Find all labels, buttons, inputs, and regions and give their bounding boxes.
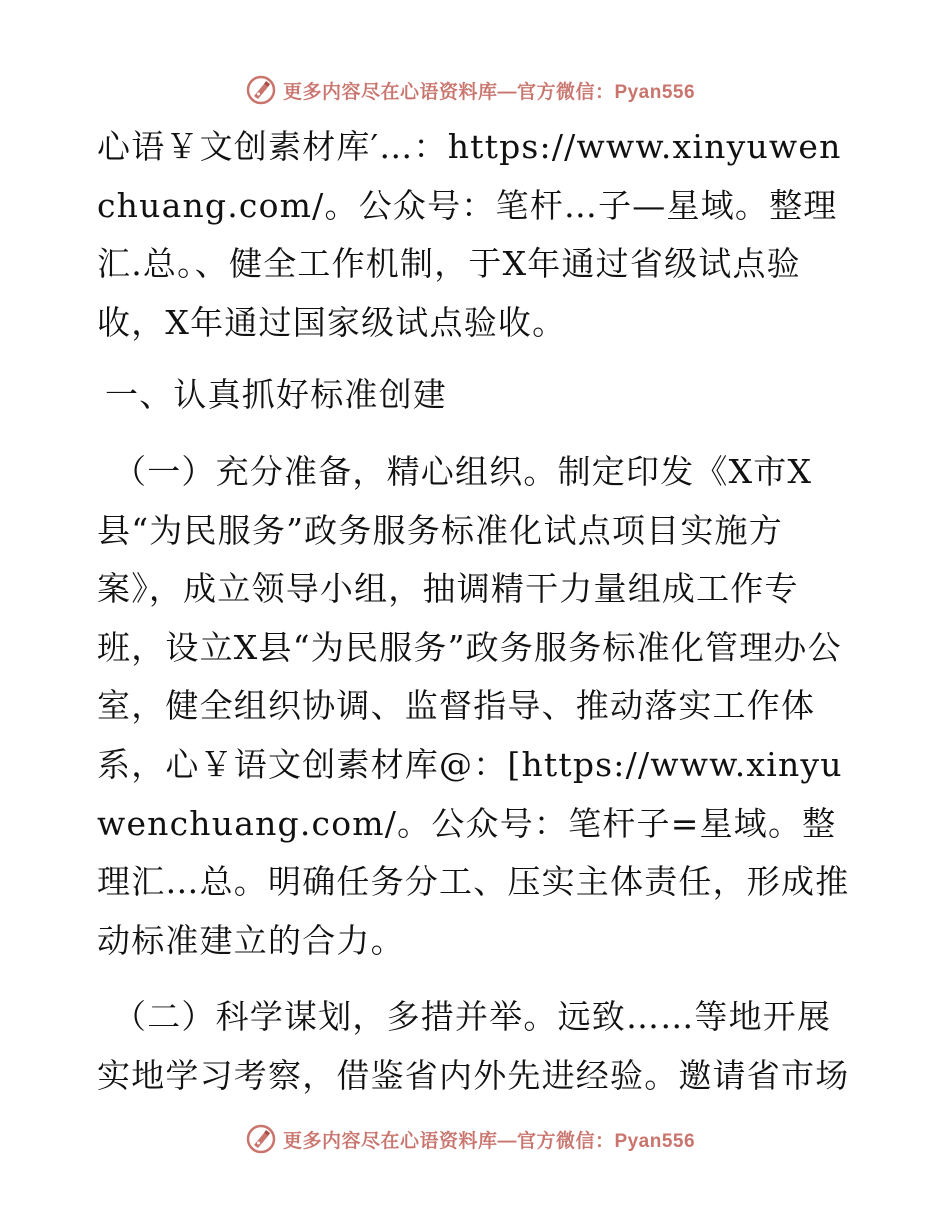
- pen-nib-logo-icon: [245, 1123, 277, 1155]
- footer-banner: [0, 1119, 950, 1159]
- subsection-1-paragraph: （一）充分准备，精心组织。制定印发《X市X县“为民服务”政务服务标准化试点项目实施方案》，成立领导小组，抽调精干力量组成工作专班，设立X县“为民服务”政务服务标准化管理办公室，健全组织协调、监督指导、推动落实工作体系，心￥语文创素材库@：[https://www.xinyuwenchuang.com/。公众号：笔杆子=星域。整理汇…总。明确任务分工、压实主体责任，形成推动标准建立的合力。: [97, 451, 850, 960]
- subsection-2-paragraph: （二）科学谋划，多措并举。远致……等地开展实地学习考察，借鉴省内外先进经验。邀请省市场: [97, 997, 850, 1095]
- banner-text: 更多内容尽在心语资料库—官方微信：Pyan556: [282, 1130, 696, 1152]
- intro-paragraph: 心语￥文创素材库′…：https://www.xinyuwenchuang.com/。公众号：笔杆…子—星域。整理汇.总。、健全工作机制，于X年通过省级试点验收，X年通过国家级试点验收。: [97, 127, 842, 342]
- header-banner: [0, 70, 950, 110]
- document-body: [97, 118, 857, 1106]
- section-heading: 一、认真抓好标准创建: [105, 375, 447, 415]
- pen-nib-logo-icon: [245, 74, 277, 106]
- banner-text: 更多内容尽在心语资料库—官方微信：Pyan556: [282, 81, 696, 103]
